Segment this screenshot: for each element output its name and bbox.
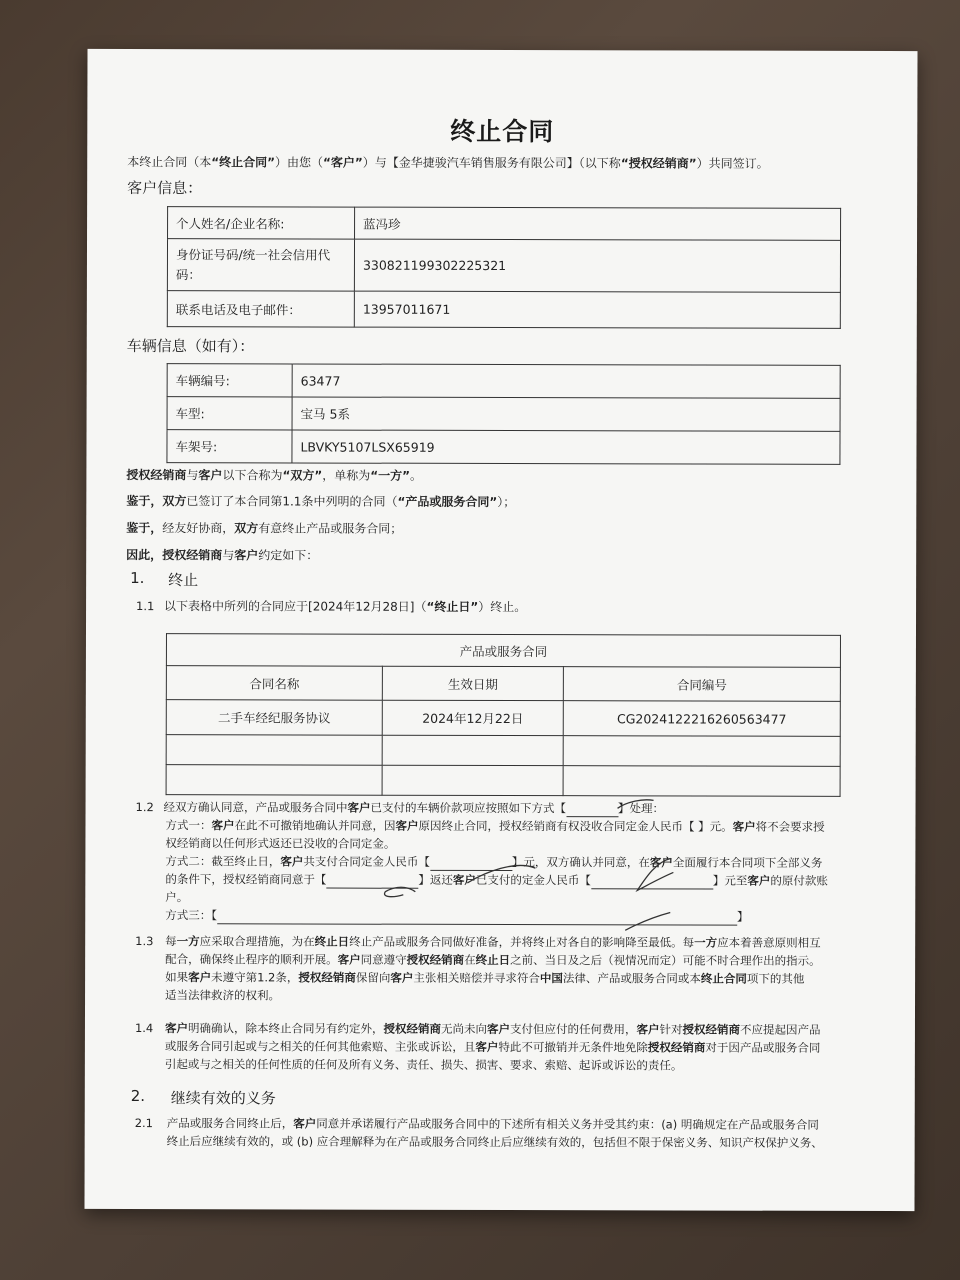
text: 已支付的车辆价款项应按照如下方式【 [370,800,567,816]
text: 同意并承诺履行产品或服务合同中的下述所有相关义务并受其约束：(a) 明确规定在产品或服务合同 [316,1116,819,1132]
term-customer: 客户 [475,1039,499,1054]
term-customer: 客户 [347,800,371,815]
table-cell: 二手车经纪服务协议 [166,700,382,736]
whereas-lead: 鉴于， [126,494,163,509]
section-1-title: 终止 [168,571,199,590]
customer-value: 13957011671 [354,291,840,328]
term-termination-contract: “终止合同” [211,155,276,170]
text: 特此不可撤销并无条件地免除 [498,1039,648,1055]
text: 权经销商以任何形式返还已没收的合同定金。 [165,836,396,851]
intro-text: ）由您（ [275,155,324,170]
term-customer: 客户 [636,1022,660,1037]
text: 方式二：截至终止日， [165,854,281,869]
column-header: 合同名称 [166,666,382,701]
term-termination-date: 终止日 [475,952,511,968]
text: 保留向 [355,970,391,985]
term-customer: 客户 [198,468,223,483]
text: 引起或与之相关的任何性质的任何及所有义务、责任、损失、损害、要求、索赔、起诉或诉讼的责任。 [164,1057,683,1073]
text: 。 [410,468,423,483]
table-cell: 2024年12月22日 [382,700,563,735]
term-product-contract: “产品或服务合同” [397,494,498,509]
text: 的条件下，授权经销商同意于【 [165,872,327,887]
text: 以下表格中所列的合同应于[2024年12月28日]（ [164,599,427,614]
text: 】 [736,909,749,924]
term-both-parties: 双方 [162,494,187,509]
clause-2-1-number: 2.1 [134,1116,154,1131]
text: 经双方确认同意，产品或服务合同中 [163,800,348,815]
customer-label: 个人姓名/企业名称: [168,207,355,239]
text: 终止后应继续有效的，或 (b) 应合理解释为在产品或服务合同终止后应继续有效的，包括但不限于保密义务、知识产权保护义务、 [166,1134,823,1150]
document-title: 终止合同 [450,116,555,147]
term-customer: 客户 [280,854,304,869]
text: 户。 [165,890,189,905]
term-customer: 客户 [234,548,259,563]
term-dealer: 授权经销商 [682,1022,740,1037]
column-header: 生效日期 [382,666,563,700]
term-customer: “客户” [323,155,363,170]
text: 原因终止合同，授权经销商有权没收合同定金人民币【 】元。 [418,818,733,834]
text: 与 [222,548,235,563]
text: 无尚未向 [440,1021,487,1036]
vehicle-value: LBVKY5107LSX65919 [292,430,840,464]
intro-text: ）共同签订。 [696,156,769,171]
text: 应本着善意原则相互 [717,935,821,950]
intro-text: 本终止合同（本 [127,155,212,170]
text: 共支付合同定金人民币【 [303,854,430,869]
term-one-party: 一方 [694,935,718,950]
vehicle-value: 63477 [292,364,840,398]
text: 经友好协商， [162,521,235,536]
text: 明确确认，除本终止合同另有约定外， [187,1021,384,1036]
text: 在 [464,952,476,967]
text: ）终止。 [478,599,527,615]
vehicle-value: 宝马 5系 [292,397,840,431]
text: 的原付款账 [770,873,828,888]
text: 】元，双方确认并同意，在 [511,855,650,870]
term-dealer: “授权经销商” [620,156,697,171]
clause-1-3 [165,932,885,1006]
customer-value: 蓝冯珍 [355,207,841,240]
term-dealer: 授权经销商 [406,952,465,967]
clause-1-1-number: 1.1 [136,599,155,614]
text: 约定如下： [258,548,319,563]
term-customer: 客户 [732,819,756,834]
intro-text: ）与【金华捷骏汽车销售服务有限公司】（以下称 [362,155,621,171]
customer-label: 身份证号码/统一社会信用代码： [167,239,354,291]
text: 已支付的定金人民币【 [475,872,591,888]
term-one-party: “一方” [370,468,411,483]
text: 同意遵守 [360,952,407,967]
text: 不应提起因产品 [739,1022,821,1037]
term-customer: 客户 [649,855,673,870]
text: 针对 [659,1022,683,1037]
text: 法律、产品或服务合同或本 [562,971,701,986]
strike-mark [618,800,654,809]
term-china: 中国 [539,971,563,986]
term-customer: 客户 [188,970,212,985]
therefore-lead: 因此， [126,548,163,563]
term-customer: 客户 [486,1021,510,1037]
strike-mark [467,865,535,883]
text: 在此不可撤销地确认并同意，因 [234,818,396,833]
text: 与 [186,468,199,483]
term-dealer: 授权经销商 [647,1040,706,1055]
clause-1-3-number: 1.3 [135,934,154,949]
whereas-lead: 鉴于， [126,521,163,536]
term-termination-date: 终止日 [314,934,350,949]
customer-info-heading: 客户信息： [127,179,203,198]
customer-value: 330821199302225321 [354,239,840,292]
term-termination-contract: 终止合同 [700,971,747,986]
section-1-number: 1. [130,569,145,588]
text: 】返还 [418,872,453,887]
section-2-number: 2. [130,1087,146,1106]
vehicle-label: 车型: [167,397,292,430]
text: 或服务合同引起或与之相关的任何其他索赔、主张或诉讼，且 [164,1039,476,1054]
table-cell: CG2024122216260563477 [563,701,840,737]
term-customer: 客户 [395,818,419,833]
text: 主张相关赔偿并寻求符合 [413,970,540,986]
clause-1-4 [165,1019,885,1075]
column-header: 合同编号 [563,667,840,702]
vehicle-info-heading: 车辆信息（如有）： [126,337,255,356]
term-customer: 客户 [293,1116,317,1131]
term-customer: 客户 [452,872,476,887]
text: 终止产品或服务合同做好准备，并将终止对各自的影响降至最低。每 [349,934,695,950]
customer-label: 联系电话及电子邮件： [167,291,354,327]
term-both-parties: “双方” [282,468,323,483]
text: 项下的其他 [746,971,805,986]
term-customer: 客户 [747,873,771,888]
strike-mark [625,912,670,930]
strike-mark [385,887,416,897]
term-dealer: 授权经销商 [298,970,356,985]
text: 应采取合理措施，为在 [199,934,315,949]
term-termination-date: “终止日” [426,599,479,614]
term-customer: 客户 [390,970,414,985]
text: 已签订了本合同第1.1条中列明的合同（ [186,494,398,509]
term-one-party: 一方 [176,934,200,949]
term-both-parties: 双方 [234,521,259,536]
term-customer: 客户 [211,818,235,833]
text: ）； [497,494,516,510]
text: 如果 [165,970,189,985]
text: 方式三：【 [165,908,218,923]
text: 方式一： [165,818,212,833]
text: 】元至 [712,873,748,888]
term-dealer: 授权经销商 [162,548,223,563]
strike-mark [637,858,673,890]
term-dealer: 授权经销商 [383,1021,441,1036]
text: 适当法律救济的权利。 [165,988,281,1003]
text: 每 [165,934,177,949]
text: 有意终止产品或服务合同； [258,521,403,536]
clause-1-2-number: 1.2 [135,800,154,815]
text: 配合，确保终止程序的顺利开展。 [165,952,338,967]
text: 以下合称为 [222,468,283,483]
term-customer: 客户 [164,1021,188,1036]
text: 产品或服务合同终止后， [166,1116,294,1131]
clause-1-4-number: 1.4 [134,1021,154,1036]
clause-2-1 [167,1114,887,1152]
text: 将不会要求授 [755,819,825,834]
text: 之前、当日及之后（视情况而定）可能不时合理作出的指示。 [510,953,821,968]
text: 支付但应付的任何费用， [509,1022,637,1037]
section-2-title: 继续有效的义务 [170,1089,276,1108]
contract-table-caption: 产品或服务合同 [166,634,840,668]
text: 】处理： [618,801,665,816]
term-customer: 客户 [337,952,361,967]
contract-page [84,49,917,1211]
text: ，单称为 [322,468,371,483]
vehicle-label: 车架号: [167,430,292,463]
vehicle-label: 车辆编号: [167,364,292,397]
text: 未遵守第1.2条， [211,970,299,985]
text: 全面履行本合同项下全部义务 [672,855,823,870]
text: 对于因产品或服务合同 [705,1040,821,1055]
term-dealer: 授权经销商 [126,468,187,483]
